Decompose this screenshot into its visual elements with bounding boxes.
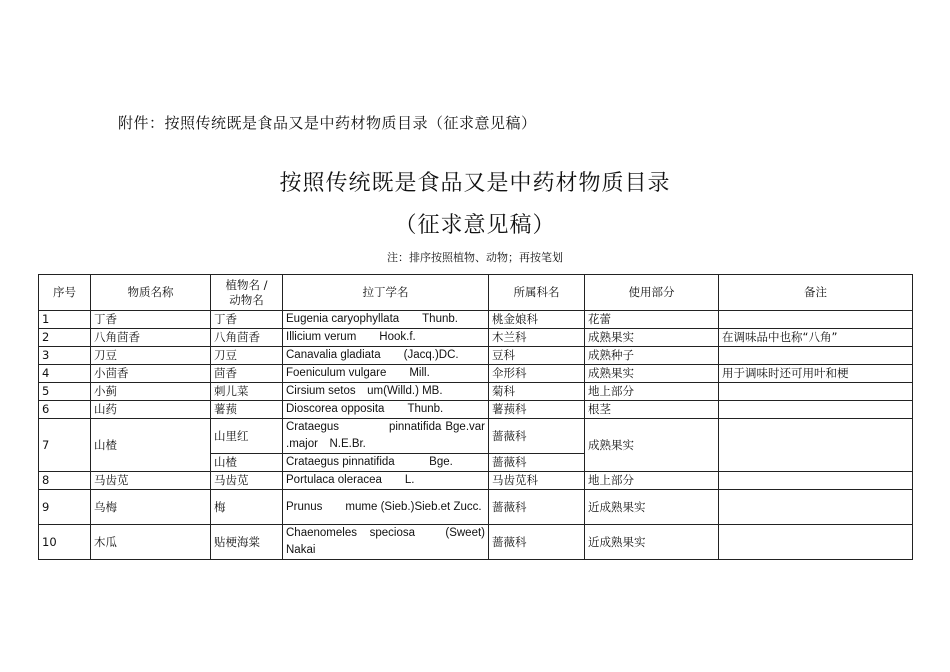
cell-source: 刺儿菜 (211, 383, 283, 401)
cell-remark (719, 401, 913, 419)
cell-remark (719, 347, 913, 365)
cell-family: 伞形科 (489, 365, 585, 383)
sort-note: 注：排序按照植物、动物；再按笔划 (387, 251, 563, 264)
cell-remark: 用于调味时还可用叶和梗 (719, 365, 913, 383)
cell-latin: Dioscorea opposita Thunb. (283, 401, 489, 419)
table-row (39, 329, 913, 347)
cell-source: 山楂 (211, 454, 283, 472)
cell-no: 7 (39, 419, 91, 472)
cell-source: 茴香 (211, 365, 283, 383)
cell-latin: Chaenomeles speciosa (Sweet) Nakai (283, 525, 489, 560)
cell-name: 小蓟 (91, 383, 211, 401)
cell-part: 成熟果实 (585, 365, 719, 383)
cell-name: 丁香 (91, 311, 211, 329)
table-row (39, 347, 913, 365)
table-row (39, 525, 913, 560)
substance-table (38, 274, 913, 560)
cell-no: 3 (39, 347, 91, 365)
cell-latin: Canavalia gladiata (Jacq.)DC. (283, 347, 489, 365)
cell-family: 蔷薇科 (489, 525, 585, 560)
cell-name: 马齿苋 (91, 472, 211, 490)
cell-latin: Crataegus pinnatifida Bge.var .major N.E.Br. (283, 419, 489, 454)
cell-family: 薯蓣科 (489, 401, 585, 419)
cell-part: 成熟果实 (585, 419, 719, 472)
table-row (39, 472, 913, 490)
table-row (39, 401, 913, 419)
cell-name: 乌梅 (91, 490, 211, 525)
cell-family: 木兰科 (489, 329, 585, 347)
cell-source: 马齿苋 (211, 472, 283, 490)
cell-name: 刀豆 (91, 347, 211, 365)
cell-part: 成熟果实 (585, 329, 719, 347)
cell-no: 10 (39, 525, 91, 560)
col-header-no: 序号 (39, 275, 91, 311)
document-subtitle: （征求意见稿） (394, 213, 556, 238)
col-header-part: 使用部分 (585, 275, 719, 311)
cell-remark (719, 311, 913, 329)
cell-latin: Illicium verum Hook.f. (283, 329, 489, 347)
col-header-remark: 备注 (719, 275, 913, 311)
cell-family: 桃金娘科 (489, 311, 585, 329)
cell-family: 马齿苋科 (489, 472, 585, 490)
table-row (39, 311, 913, 329)
cell-family: 豆科 (489, 347, 585, 365)
cell-part: 成熟种子 (585, 347, 719, 365)
col-header-name: 物质名称 (91, 275, 211, 311)
cell-no: 2 (39, 329, 91, 347)
cell-latin: Foeniculum vulgare Mill. (283, 365, 489, 383)
cell-source: 梅 (211, 490, 283, 525)
document-title: 按照传统既是食品又是中药材物质目录 (279, 171, 671, 196)
cell-no: 1 (39, 311, 91, 329)
table-header-row (39, 275, 913, 311)
cell-source: 贴梗海棠 (211, 525, 283, 560)
cell-latin: Cirsium setos um(Willd.) MB. (283, 383, 489, 401)
cell-part: 近成熟果实 (585, 490, 719, 525)
cell-name: 山药 (91, 401, 211, 419)
col-header-source-line1: 植物名 / (225, 277, 268, 292)
col-header-latin: 拉丁学名 (283, 275, 489, 311)
cell-family: 蔷薇科 (489, 490, 585, 525)
cell-latin: Eugenia caryophyllata Thunb. (283, 311, 489, 329)
cell-family: 蔷薇科 (489, 419, 585, 454)
cell-source: 薯蓣 (211, 401, 283, 419)
cell-remark: 在调味品中也称“八角” (719, 329, 913, 347)
col-header-source (211, 275, 283, 311)
cell-name: 山楂 (91, 419, 211, 472)
cell-part: 地上部分 (585, 383, 719, 401)
cell-source: 山里红 (211, 419, 283, 454)
cell-source: 八角茴香 (211, 329, 283, 347)
cell-remark (719, 490, 913, 525)
cell-remark (719, 472, 913, 490)
cell-name: 八角茴香 (91, 329, 211, 347)
cell-latin: Crataegus pinnatifida Bge. (283, 454, 489, 472)
table-row (39, 490, 913, 525)
cell-part: 根茎 (585, 401, 719, 419)
table-row (39, 365, 913, 383)
cell-part: 地上部分 (585, 472, 719, 490)
cell-family: 菊科 (489, 383, 585, 401)
cell-source: 刀豆 (211, 347, 283, 365)
cell-family: 蔷薇科 (489, 454, 585, 472)
cell-name: 小茴香 (91, 365, 211, 383)
cell-no: 9 (39, 490, 91, 525)
cell-latin: Portulaca oleracea L. (283, 472, 489, 490)
cell-remark (719, 383, 913, 401)
attachment-line: 附件：按照传统既是食品又是中药材物质目录（征求意见稿） (118, 114, 537, 132)
cell-source: 丁香 (211, 311, 283, 329)
col-header-family: 所属科名 (489, 275, 585, 311)
cell-remark (719, 419, 913, 472)
cell-no: 8 (39, 472, 91, 490)
cell-part: 近成熟果实 (585, 525, 719, 560)
cell-latin: Prunus mume (Sieb.)Sieb.et Zucc. (283, 490, 489, 525)
cell-no: 4 (39, 365, 91, 383)
cell-no: 6 (39, 401, 91, 419)
cell-no: 5 (39, 383, 91, 401)
col-header-source-line2: 动物名 (229, 292, 264, 307)
cell-remark (719, 525, 913, 560)
table-row (39, 419, 913, 454)
cell-part: 花蕾 (585, 311, 719, 329)
cell-name: 木瓜 (91, 525, 211, 560)
table-row (39, 383, 913, 401)
